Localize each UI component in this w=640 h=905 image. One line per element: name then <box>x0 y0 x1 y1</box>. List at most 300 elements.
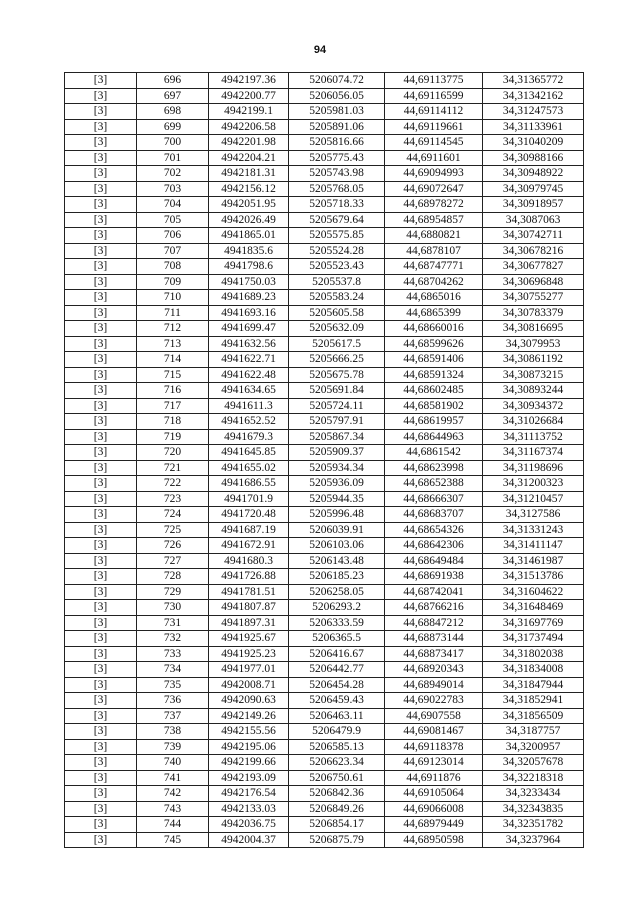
x-coordinate-cell: 4942176.54 <box>209 786 289 802</box>
point-number-cell: 743 <box>137 801 209 817</box>
table-row <box>65 445 584 461</box>
reference-cell: [3] <box>65 491 137 507</box>
x-coordinate-cell: 4941655.02 <box>209 460 289 476</box>
point-number-cell: 719 <box>137 429 209 445</box>
reference-cell: [3] <box>65 801 137 817</box>
latitude-cell: 44,68654326 <box>385 522 483 538</box>
table-row <box>65 135 584 151</box>
longitude-cell: 34,31198696 <box>483 460 584 476</box>
longitude-cell: 34,31210457 <box>483 491 584 507</box>
y-coordinate-cell: 5206258.05 <box>289 584 385 600</box>
reference-cell: [3] <box>65 522 137 538</box>
latitude-cell: 44,68766216 <box>385 600 483 616</box>
x-coordinate-cell: 4941798.6 <box>209 259 289 275</box>
point-number-cell: 717 <box>137 398 209 414</box>
table-row <box>65 631 584 647</box>
y-coordinate-cell: 5205718.33 <box>289 197 385 213</box>
point-number-cell: 705 <box>137 212 209 228</box>
longitude-cell: 34,30816695 <box>483 321 584 337</box>
point-number-cell: 728 <box>137 569 209 585</box>
latitude-cell: 44,68847212 <box>385 615 483 631</box>
x-coordinate-cell: 4941672.91 <box>209 538 289 554</box>
longitude-cell: 34,31604622 <box>483 584 584 600</box>
reference-cell: [3] <box>65 135 137 151</box>
longitude-cell: 34,31737494 <box>483 631 584 647</box>
latitude-cell: 44,68747771 <box>385 259 483 275</box>
y-coordinate-cell: 5205996.48 <box>289 507 385 523</box>
latitude-cell: 44,68873144 <box>385 631 483 647</box>
x-coordinate-cell: 4941807.87 <box>209 600 289 616</box>
latitude-cell: 44,6880821 <box>385 228 483 244</box>
longitude-cell: 34,31331243 <box>483 522 584 538</box>
point-number-cell: 736 <box>137 693 209 709</box>
reference-cell: [3] <box>65 352 137 368</box>
point-number-cell: 737 <box>137 708 209 724</box>
reference-cell: [3] <box>65 445 137 461</box>
point-number-cell: 726 <box>137 538 209 554</box>
latitude-cell: 44,69105064 <box>385 786 483 802</box>
latitude-cell: 44,68602485 <box>385 383 483 399</box>
point-number-cell: 740 <box>137 755 209 771</box>
y-coordinate-cell: 5205816.66 <box>289 135 385 151</box>
latitude-cell: 44,69118378 <box>385 739 483 755</box>
longitude-cell: 34,31461987 <box>483 553 584 569</box>
point-number-cell: 733 <box>137 646 209 662</box>
point-number-cell: 725 <box>137 522 209 538</box>
longitude-cell: 34,31697769 <box>483 615 584 631</box>
point-number-cell: 711 <box>137 305 209 321</box>
longitude-cell: 34,30948922 <box>483 166 584 182</box>
x-coordinate-cell: 4941835.6 <box>209 243 289 259</box>
point-number-cell: 729 <box>137 584 209 600</box>
page-number: 94 <box>313 44 327 56</box>
y-coordinate-cell: 5205575.85 <box>289 228 385 244</box>
reference-cell: [3] <box>65 166 137 182</box>
latitude-cell: 44,68619957 <box>385 414 483 430</box>
point-number-cell: 718 <box>137 414 209 430</box>
table-row <box>65 274 584 290</box>
x-coordinate-cell: 4942201.98 <box>209 135 289 151</box>
x-coordinate-cell: 4941634.65 <box>209 383 289 399</box>
point-number-cell: 710 <box>137 290 209 306</box>
point-number-cell: 700 <box>137 135 209 151</box>
latitude-cell: 44,69022783 <box>385 693 483 709</box>
longitude-cell: 34,31411147 <box>483 538 584 554</box>
x-coordinate-cell: 4942199.66 <box>209 755 289 771</box>
reference-cell: [3] <box>65 104 137 120</box>
point-number-cell: 730 <box>137 600 209 616</box>
table-row <box>65 290 584 306</box>
latitude-cell: 44,69123014 <box>385 755 483 771</box>
latitude-cell: 44,69066008 <box>385 801 483 817</box>
point-number-cell: 739 <box>137 739 209 755</box>
y-coordinate-cell: 5206074.72 <box>289 73 385 89</box>
point-number-cell: 734 <box>137 662 209 678</box>
longitude-cell: 34,31247573 <box>483 104 584 120</box>
reference-cell: [3] <box>65 321 137 337</box>
latitude-cell: 44,68599626 <box>385 336 483 352</box>
longitude-cell: 34,31852941 <box>483 693 584 709</box>
x-coordinate-cell: 4941693.16 <box>209 305 289 321</box>
longitude-cell: 34,3187757 <box>483 724 584 740</box>
latitude-cell: 44,6861542 <box>385 445 483 461</box>
x-coordinate-cell: 4942149.26 <box>209 708 289 724</box>
latitude-cell: 44,68691938 <box>385 569 483 585</box>
reference-cell: [3] <box>65 553 137 569</box>
y-coordinate-cell: 5206103.06 <box>289 538 385 554</box>
y-coordinate-cell: 5206039.91 <box>289 522 385 538</box>
x-coordinate-cell: 4942090.63 <box>209 693 289 709</box>
longitude-cell: 34,3237964 <box>483 832 584 848</box>
table-row <box>65 755 584 771</box>
longitude-cell: 34,3079953 <box>483 336 584 352</box>
reference-cell: [3] <box>65 460 137 476</box>
reference-cell: [3] <box>65 367 137 383</box>
x-coordinate-cell: 4941645.85 <box>209 445 289 461</box>
x-coordinate-cell: 4941687.19 <box>209 522 289 538</box>
latitude-cell: 44,68591406 <box>385 352 483 368</box>
y-coordinate-cell: 5206143.48 <box>289 553 385 569</box>
table-row <box>65 367 584 383</box>
reference-cell: [3] <box>65 631 137 647</box>
reference-cell: [3] <box>65 212 137 228</box>
y-coordinate-cell: 5205934.34 <box>289 460 385 476</box>
longitude-cell: 34,30988166 <box>483 150 584 166</box>
latitude-cell: 44,6911876 <box>385 770 483 786</box>
point-number-cell: 727 <box>137 553 209 569</box>
y-coordinate-cell: 5205743.98 <box>289 166 385 182</box>
y-coordinate-cell: 5206854.17 <box>289 817 385 833</box>
point-number-cell: 721 <box>137 460 209 476</box>
reference-cell: [3] <box>65 398 137 414</box>
x-coordinate-cell: 4941689.23 <box>209 290 289 306</box>
x-coordinate-cell: 4941925.23 <box>209 646 289 662</box>
reference-cell: [3] <box>65 150 137 166</box>
y-coordinate-cell: 5205675.78 <box>289 367 385 383</box>
reference-cell: [3] <box>65 507 137 523</box>
table-row <box>65 739 584 755</box>
y-coordinate-cell: 5205617.5 <box>289 336 385 352</box>
x-coordinate-cell: 4941977.01 <box>209 662 289 678</box>
reference-cell: [3] <box>65 336 137 352</box>
point-number-cell: 732 <box>137 631 209 647</box>
point-number-cell: 698 <box>137 104 209 120</box>
latitude-cell: 44,68644963 <box>385 429 483 445</box>
point-number-cell: 744 <box>137 817 209 833</box>
y-coordinate-cell: 5205909.37 <box>289 445 385 461</box>
y-coordinate-cell: 5205867.34 <box>289 429 385 445</box>
reference-cell: [3] <box>65 259 137 275</box>
table-row <box>65 336 584 352</box>
table-row <box>65 243 584 259</box>
latitude-cell: 44,68950598 <box>385 832 483 848</box>
x-coordinate-cell: 4942004.37 <box>209 832 289 848</box>
x-coordinate-cell: 4941652.52 <box>209 414 289 430</box>
point-number-cell: 697 <box>137 88 209 104</box>
longitude-cell: 34,31133961 <box>483 119 584 135</box>
y-coordinate-cell: 5205583.24 <box>289 290 385 306</box>
latitude-cell: 44,69113775 <box>385 73 483 89</box>
reference-cell: [3] <box>65 600 137 616</box>
latitude-cell: 44,68623998 <box>385 460 483 476</box>
reference-cell: [3] <box>65 708 137 724</box>
latitude-cell: 44,68978272 <box>385 197 483 213</box>
longitude-cell: 34,31834008 <box>483 662 584 678</box>
table-row <box>65 538 584 554</box>
x-coordinate-cell: 4942156.12 <box>209 181 289 197</box>
y-coordinate-cell: 5206185.23 <box>289 569 385 585</box>
longitude-cell: 34,30979745 <box>483 181 584 197</box>
table-row <box>65 677 584 693</box>
longitude-cell: 34,31200323 <box>483 476 584 492</box>
x-coordinate-cell: 4942008.71 <box>209 677 289 693</box>
reference-cell: [3] <box>65 724 137 740</box>
reference-cell: [3] <box>65 88 137 104</box>
reference-cell: [3] <box>65 538 137 554</box>
y-coordinate-cell: 5205691.84 <box>289 383 385 399</box>
y-coordinate-cell: 5206454.28 <box>289 677 385 693</box>
table-row <box>65 770 584 786</box>
table-row <box>65 615 584 631</box>
longitude-cell: 34,3127586 <box>483 507 584 523</box>
table-row <box>65 352 584 368</box>
longitude-cell: 34,32351782 <box>483 817 584 833</box>
y-coordinate-cell: 5206623.34 <box>289 755 385 771</box>
x-coordinate-cell: 4941699.47 <box>209 321 289 337</box>
latitude-cell: 44,68649484 <box>385 553 483 569</box>
x-coordinate-cell: 4942181.31 <box>209 166 289 182</box>
table-row <box>65 817 584 833</box>
table-row <box>65 476 584 492</box>
longitude-cell: 34,30873215 <box>483 367 584 383</box>
point-number-cell: 738 <box>137 724 209 740</box>
y-coordinate-cell: 5205524.28 <box>289 243 385 259</box>
reference-cell: [3] <box>65 476 137 492</box>
table-row <box>65 491 584 507</box>
y-coordinate-cell: 5205797.91 <box>289 414 385 430</box>
reference-cell: [3] <box>65 305 137 321</box>
y-coordinate-cell: 5205891.06 <box>289 119 385 135</box>
point-number-cell: 702 <box>137 166 209 182</box>
table-row <box>65 88 584 104</box>
reference-cell: [3] <box>65 832 137 848</box>
longitude-cell: 34,31648469 <box>483 600 584 616</box>
latitude-cell: 44,68683707 <box>385 507 483 523</box>
x-coordinate-cell: 4941897.31 <box>209 615 289 631</box>
table-row <box>65 321 584 337</box>
x-coordinate-cell: 4942133.03 <box>209 801 289 817</box>
longitude-cell: 34,30696848 <box>483 274 584 290</box>
table-row <box>65 507 584 523</box>
table-row <box>65 259 584 275</box>
reference-cell: [3] <box>65 73 137 89</box>
y-coordinate-cell: 5205523.43 <box>289 259 385 275</box>
y-coordinate-cell: 5205724.11 <box>289 398 385 414</box>
table-row <box>65 166 584 182</box>
y-coordinate-cell: 5206442.77 <box>289 662 385 678</box>
reference-cell: [3] <box>65 569 137 585</box>
x-coordinate-cell: 4942195.06 <box>209 739 289 755</box>
latitude-cell: 44,69114112 <box>385 104 483 120</box>
y-coordinate-cell: 5205537.8 <box>289 274 385 290</box>
y-coordinate-cell: 5206056.05 <box>289 88 385 104</box>
table-row <box>65 522 584 538</box>
point-number-cell: 707 <box>137 243 209 259</box>
table-row <box>65 693 584 709</box>
y-coordinate-cell: 5206333.59 <box>289 615 385 631</box>
latitude-cell: 44,69114545 <box>385 135 483 151</box>
reference-cell: [3] <box>65 817 137 833</box>
longitude-cell: 34,31040209 <box>483 135 584 151</box>
table-row <box>65 197 584 213</box>
y-coordinate-cell: 5206463.11 <box>289 708 385 724</box>
point-number-cell: 704 <box>137 197 209 213</box>
y-coordinate-cell: 5206479.9 <box>289 724 385 740</box>
x-coordinate-cell: 4941632.56 <box>209 336 289 352</box>
point-number-cell: 701 <box>137 150 209 166</box>
point-number-cell: 706 <box>137 228 209 244</box>
latitude-cell: 44,68954857 <box>385 212 483 228</box>
latitude-cell: 44,69081467 <box>385 724 483 740</box>
x-coordinate-cell: 4941679.3 <box>209 429 289 445</box>
table-row <box>65 429 584 445</box>
table-row <box>65 600 584 616</box>
y-coordinate-cell: 5205632.09 <box>289 321 385 337</box>
latitude-cell: 44,68581902 <box>385 398 483 414</box>
longitude-cell: 34,30893244 <box>483 383 584 399</box>
reference-cell: [3] <box>65 414 137 430</box>
longitude-cell: 34,32218318 <box>483 770 584 786</box>
y-coordinate-cell: 5206416.67 <box>289 646 385 662</box>
coordinates-table-body <box>65 73 584 848</box>
x-coordinate-cell: 4941622.71 <box>209 352 289 368</box>
table-row <box>65 786 584 802</box>
coordinates-table <box>64 72 584 848</box>
longitude-cell: 34,31365772 <box>483 73 584 89</box>
point-number-cell: 720 <box>137 445 209 461</box>
x-coordinate-cell: 4941925.67 <box>209 631 289 647</box>
reference-cell: [3] <box>65 646 137 662</box>
point-number-cell: 709 <box>137 274 209 290</box>
latitude-cell: 44,68704262 <box>385 274 483 290</box>
x-coordinate-cell: 4941680.3 <box>209 553 289 569</box>
longitude-cell: 34,30742711 <box>483 228 584 244</box>
x-coordinate-cell: 4941701.9 <box>209 491 289 507</box>
x-coordinate-cell: 4941611.3 <box>209 398 289 414</box>
table-row <box>65 383 584 399</box>
latitude-cell: 44,6865399 <box>385 305 483 321</box>
longitude-cell: 34,30755277 <box>483 290 584 306</box>
y-coordinate-cell: 5206842.36 <box>289 786 385 802</box>
latitude-cell: 44,68742041 <box>385 584 483 600</box>
point-number-cell: 716 <box>137 383 209 399</box>
latitude-cell: 44,68949014 <box>385 677 483 693</box>
x-coordinate-cell: 4941726.88 <box>209 569 289 585</box>
y-coordinate-cell: 5206365.5 <box>289 631 385 647</box>
longitude-cell: 34,31847944 <box>483 677 584 693</box>
latitude-cell: 44,68666307 <box>385 491 483 507</box>
y-coordinate-cell: 5206849.26 <box>289 801 385 817</box>
y-coordinate-cell: 5205768.05 <box>289 181 385 197</box>
x-coordinate-cell: 4942051.95 <box>209 197 289 213</box>
reference-cell: [3] <box>65 755 137 771</box>
longitude-cell: 34,30783379 <box>483 305 584 321</box>
y-coordinate-cell: 5205775.43 <box>289 150 385 166</box>
longitude-cell: 34,30678216 <box>483 243 584 259</box>
x-coordinate-cell: 4942200.77 <box>209 88 289 104</box>
latitude-cell: 44,69072647 <box>385 181 483 197</box>
point-number-cell: 699 <box>137 119 209 135</box>
reference-cell: [3] <box>65 429 137 445</box>
y-coordinate-cell: 5206750.61 <box>289 770 385 786</box>
latitude-cell: 44,68920343 <box>385 662 483 678</box>
latitude-cell: 44,69116599 <box>385 88 483 104</box>
table-row <box>65 584 584 600</box>
point-number-cell: 703 <box>137 181 209 197</box>
latitude-cell: 44,69094993 <box>385 166 483 182</box>
table-row <box>65 724 584 740</box>
longitude-cell: 34,32057678 <box>483 755 584 771</box>
point-number-cell: 714 <box>137 352 209 368</box>
x-coordinate-cell: 4942026.49 <box>209 212 289 228</box>
y-coordinate-cell: 5205679.64 <box>289 212 385 228</box>
longitude-cell: 34,30861192 <box>483 352 584 368</box>
table-row <box>65 662 584 678</box>
table-row <box>65 305 584 321</box>
longitude-cell: 34,3233434 <box>483 786 584 802</box>
x-coordinate-cell: 4942199.1 <box>209 104 289 120</box>
latitude-cell: 44,68591324 <box>385 367 483 383</box>
point-number-cell: 723 <box>137 491 209 507</box>
latitude-cell: 44,68873417 <box>385 646 483 662</box>
x-coordinate-cell: 4941865.01 <box>209 228 289 244</box>
point-number-cell: 696 <box>137 73 209 89</box>
x-coordinate-cell: 4941622.48 <box>209 367 289 383</box>
y-coordinate-cell: 5205605.58 <box>289 305 385 321</box>
reference-cell: [3] <box>65 739 137 755</box>
longitude-cell: 34,30677827 <box>483 259 584 275</box>
latitude-cell: 44,6907558 <box>385 708 483 724</box>
latitude-cell: 44,6911601 <box>385 150 483 166</box>
table-row <box>65 212 584 228</box>
table-row <box>65 104 584 120</box>
table-row <box>65 181 584 197</box>
x-coordinate-cell: 4942206.58 <box>209 119 289 135</box>
longitude-cell: 34,31856509 <box>483 708 584 724</box>
longitude-cell: 34,31113752 <box>483 429 584 445</box>
point-number-cell: 745 <box>137 832 209 848</box>
y-coordinate-cell: 5206875.79 <box>289 832 385 848</box>
point-number-cell: 708 <box>137 259 209 275</box>
point-number-cell: 742 <box>137 786 209 802</box>
latitude-cell: 44,6878107 <box>385 243 483 259</box>
longitude-cell: 34,31342162 <box>483 88 584 104</box>
table-row <box>65 646 584 662</box>
longitude-cell: 34,30918957 <box>483 197 584 213</box>
point-number-cell: 722 <box>137 476 209 492</box>
table-row <box>65 414 584 430</box>
longitude-cell: 34,31513786 <box>483 569 584 585</box>
latitude-cell: 44,69119661 <box>385 119 483 135</box>
y-coordinate-cell: 5205666.25 <box>289 352 385 368</box>
table-row <box>65 228 584 244</box>
table-row <box>65 832 584 848</box>
table-row <box>65 801 584 817</box>
x-coordinate-cell: 4942036.75 <box>209 817 289 833</box>
y-coordinate-cell: 5206459.43 <box>289 693 385 709</box>
longitude-cell: 34,32343835 <box>483 801 584 817</box>
reference-cell: [3] <box>65 274 137 290</box>
